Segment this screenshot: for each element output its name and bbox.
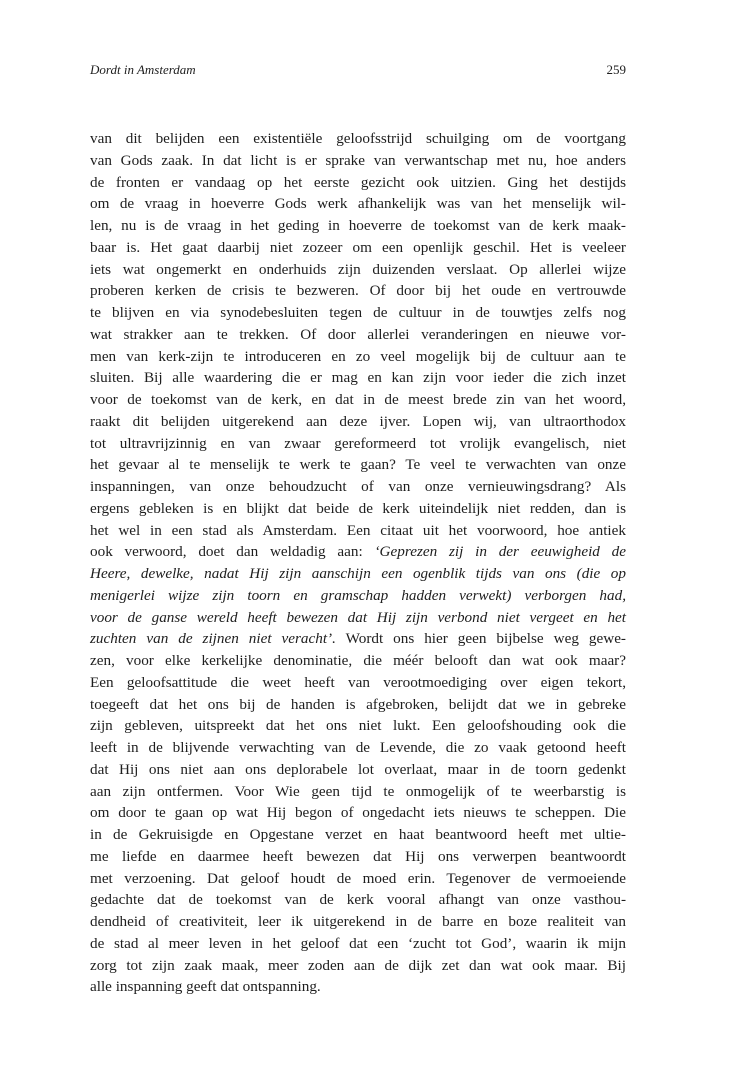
text-segment: Een geloofsattitude die weet heeft van verootmoediging over eigen tekort, xyxy=(90,673,626,691)
text-segment: gedachte dat de toekomst van de kerk vooral afhangt van onze vasthou- xyxy=(90,891,626,909)
text-line xyxy=(90,672,626,694)
text-line xyxy=(90,541,626,563)
text-segment: raakt dit belijden uitgerekend aan deze ijver. Lopen wij, van ultraorthodox xyxy=(90,412,626,430)
text-segment: toegeeft dat het ons bij de handen is afgebroken, belijdt dat we in gebreke xyxy=(90,695,626,713)
text-segment: aan zijn ontfermen. Voor Wie geen tijd te onmogelijk of te weerbarstig is xyxy=(90,782,626,800)
text-segment: om door te gaan op wat Hij begon of ongedacht iets nieuws te scheppen. Die xyxy=(90,804,626,822)
text-line xyxy=(90,389,626,411)
text-segment: proberen kerken de crisis te bezweren. Of door bij het oude en vertrouwde xyxy=(90,282,626,300)
text-segment: sluiten. Bij alle waardering die er mag en kan zijn voor ieder die zich inzet xyxy=(90,369,626,387)
text-line xyxy=(90,781,626,803)
text-line xyxy=(90,585,626,607)
text-line xyxy=(90,172,626,194)
text-line xyxy=(90,715,626,737)
text-line xyxy=(90,802,626,824)
text-line xyxy=(90,759,626,781)
text-segment: het gevaar al te menselijk te werk te gaan? Te veel te verwachten van onze xyxy=(90,456,626,474)
italic-quote-segment: Heere, dewelke, nadat Hij zijn aanschijn een ogenblik tijds van ons (die op xyxy=(90,565,626,582)
running-title: Dordt in Amsterdam xyxy=(90,62,196,77)
text-segment: de fronten er vandaag op het eerste gezicht ook uitzien. Ging het destijds xyxy=(90,173,626,191)
text-line xyxy=(90,433,626,455)
text-segment: me liefde en daarmee heeft bewezen dat Hij ons verwerpen beantwoordt xyxy=(90,847,626,865)
text-segment: van dit belijden een existentiële geloofsstrijd schuilging om de voortgang xyxy=(90,130,626,147)
italic-quote-segment: ‘Geprezen zij in der eeuwigheid de xyxy=(374,543,626,561)
text-line xyxy=(90,454,626,476)
running-head xyxy=(90,62,626,82)
text-line xyxy=(90,302,626,324)
text-segment: dendheid of creativiteit, leer ik uitgerekend in de barre en boze realiteit van xyxy=(90,913,626,930)
text-segment: het wel in een stad als Amsterdam. Een citaat uit het voorwoord, hoe antiek xyxy=(90,521,626,539)
text-segment: in de Gekruisigde en Opgestane verzet en haat beantwoord heeft met ultie- xyxy=(90,826,626,843)
text-segment: wat strakker aan te trekken. Of door allerlei veranderingen en nieuwe vor- xyxy=(90,325,626,343)
text-segment: voor de toekomst van de kerk, en dat in de meest brede zin van het woord, xyxy=(90,391,626,408)
text-line xyxy=(90,215,626,237)
text-segment: inspanningen, van onze behoudzucht of van onze vernieuwingsdrang? Als xyxy=(90,478,626,495)
text-line xyxy=(90,367,626,389)
text-line xyxy=(90,607,626,629)
text-segment: alle inspanning geeft dat ontspanning. xyxy=(90,978,321,996)
text-segment: tot ultravrijzinnig en van zwaar gereformeerd tot vrolijk evangelisch, niet xyxy=(90,434,626,452)
text-line xyxy=(90,193,626,215)
body-text xyxy=(90,128,626,998)
page-number: 259 xyxy=(606,62,626,77)
text-line xyxy=(90,824,626,846)
text-line xyxy=(90,737,626,759)
text-line xyxy=(90,346,626,368)
text-line xyxy=(90,128,626,150)
italic-quote-segment: menigerlei wijze zijn toorn en gramschap hadden verwekt) verborgen had, xyxy=(90,586,626,604)
text-line xyxy=(90,694,626,716)
text-line xyxy=(90,259,626,281)
text-segment: de stad al meer leven in het geloof dat een ‘zucht tot God’, waarin ik mijn xyxy=(90,934,626,952)
text-segment: zen, voor elke kerkelijke denominatie, die méér belooft dan wat ook maar? xyxy=(90,652,626,669)
text-line xyxy=(90,280,626,302)
italic-quote-segment: zuchten van de zijnen niet veracht’. xyxy=(90,630,336,648)
text-segment: Wordt ons hier geen bijbelse weg gewe- xyxy=(335,630,626,648)
text-line xyxy=(90,846,626,868)
text-segment: zorg tot zijn zaak maak, meer zoden aan de dijk zet dan wat ook maar. Bij xyxy=(90,956,626,974)
text-segment: zijn gebleven, uitspreekt dat het ons niet lukt. Een geloofshouding ook die xyxy=(90,717,626,735)
text-line xyxy=(90,933,626,955)
text-line xyxy=(90,911,626,933)
text-segment: met verzoening. Dat geloof houdt de moed erin. Tegenover de vermoeiende xyxy=(90,869,626,887)
text-line xyxy=(90,976,626,998)
text-line xyxy=(90,889,626,911)
text-segment: om de vraag in hoeverre Gods werk afhankelijk was van het menselijk wil- xyxy=(90,195,626,213)
text-line xyxy=(90,955,626,977)
text-line xyxy=(90,411,626,433)
italic-quote-segment: voor de ganse wereld heeft bewezen dat Hij zijn verbond niet vergeet en het xyxy=(90,608,626,626)
text-line xyxy=(90,476,626,498)
text-segment: len, nu is de vraag in het geding in hoeverre de toekomst van de kerk maak- xyxy=(90,217,626,234)
text-line xyxy=(90,237,626,259)
text-line xyxy=(90,563,626,585)
text-segment: dat Hij ons niet aan ons deplorabele lot overlaat, maar in de toorn gedenkt xyxy=(90,760,626,778)
text-segment: te blijven en via synodebesluiten tegen de cultuur in de touwtjes zelfs nog xyxy=(90,304,626,321)
text-line xyxy=(90,520,626,542)
text-line xyxy=(90,324,626,346)
text-segment: baar is. Het gaat daarbij niet zozeer om een openlijk geschil. Het is veeleer xyxy=(90,238,626,256)
text-segment: ook verwoord, doet dan weldadig aan: xyxy=(90,543,375,561)
text-line xyxy=(90,150,626,172)
text-segment: leeft in de blijvende verwachting van de Levende, die zo vaak getoond heeft xyxy=(90,739,626,756)
text-line xyxy=(90,650,626,672)
text-line xyxy=(90,628,626,650)
text-segment: van Gods zaak. In dat licht is er sprake van verwantschap met nu, hoe anders xyxy=(90,151,626,169)
text-segment: men van kerk-zijn te introduceren en zo veel mogelijk bij de cultuur aan te xyxy=(90,347,626,365)
text-line xyxy=(90,868,626,890)
text-line xyxy=(90,498,626,520)
text-segment: ergens gebleken is en blijkt dat beide de kerk uiteindelijk niet redden, dan is xyxy=(90,499,626,517)
text-segment: iets wat ongemerkt en onderhuids zijn duizenden verslaat. Op allerlei wijze xyxy=(90,260,626,278)
